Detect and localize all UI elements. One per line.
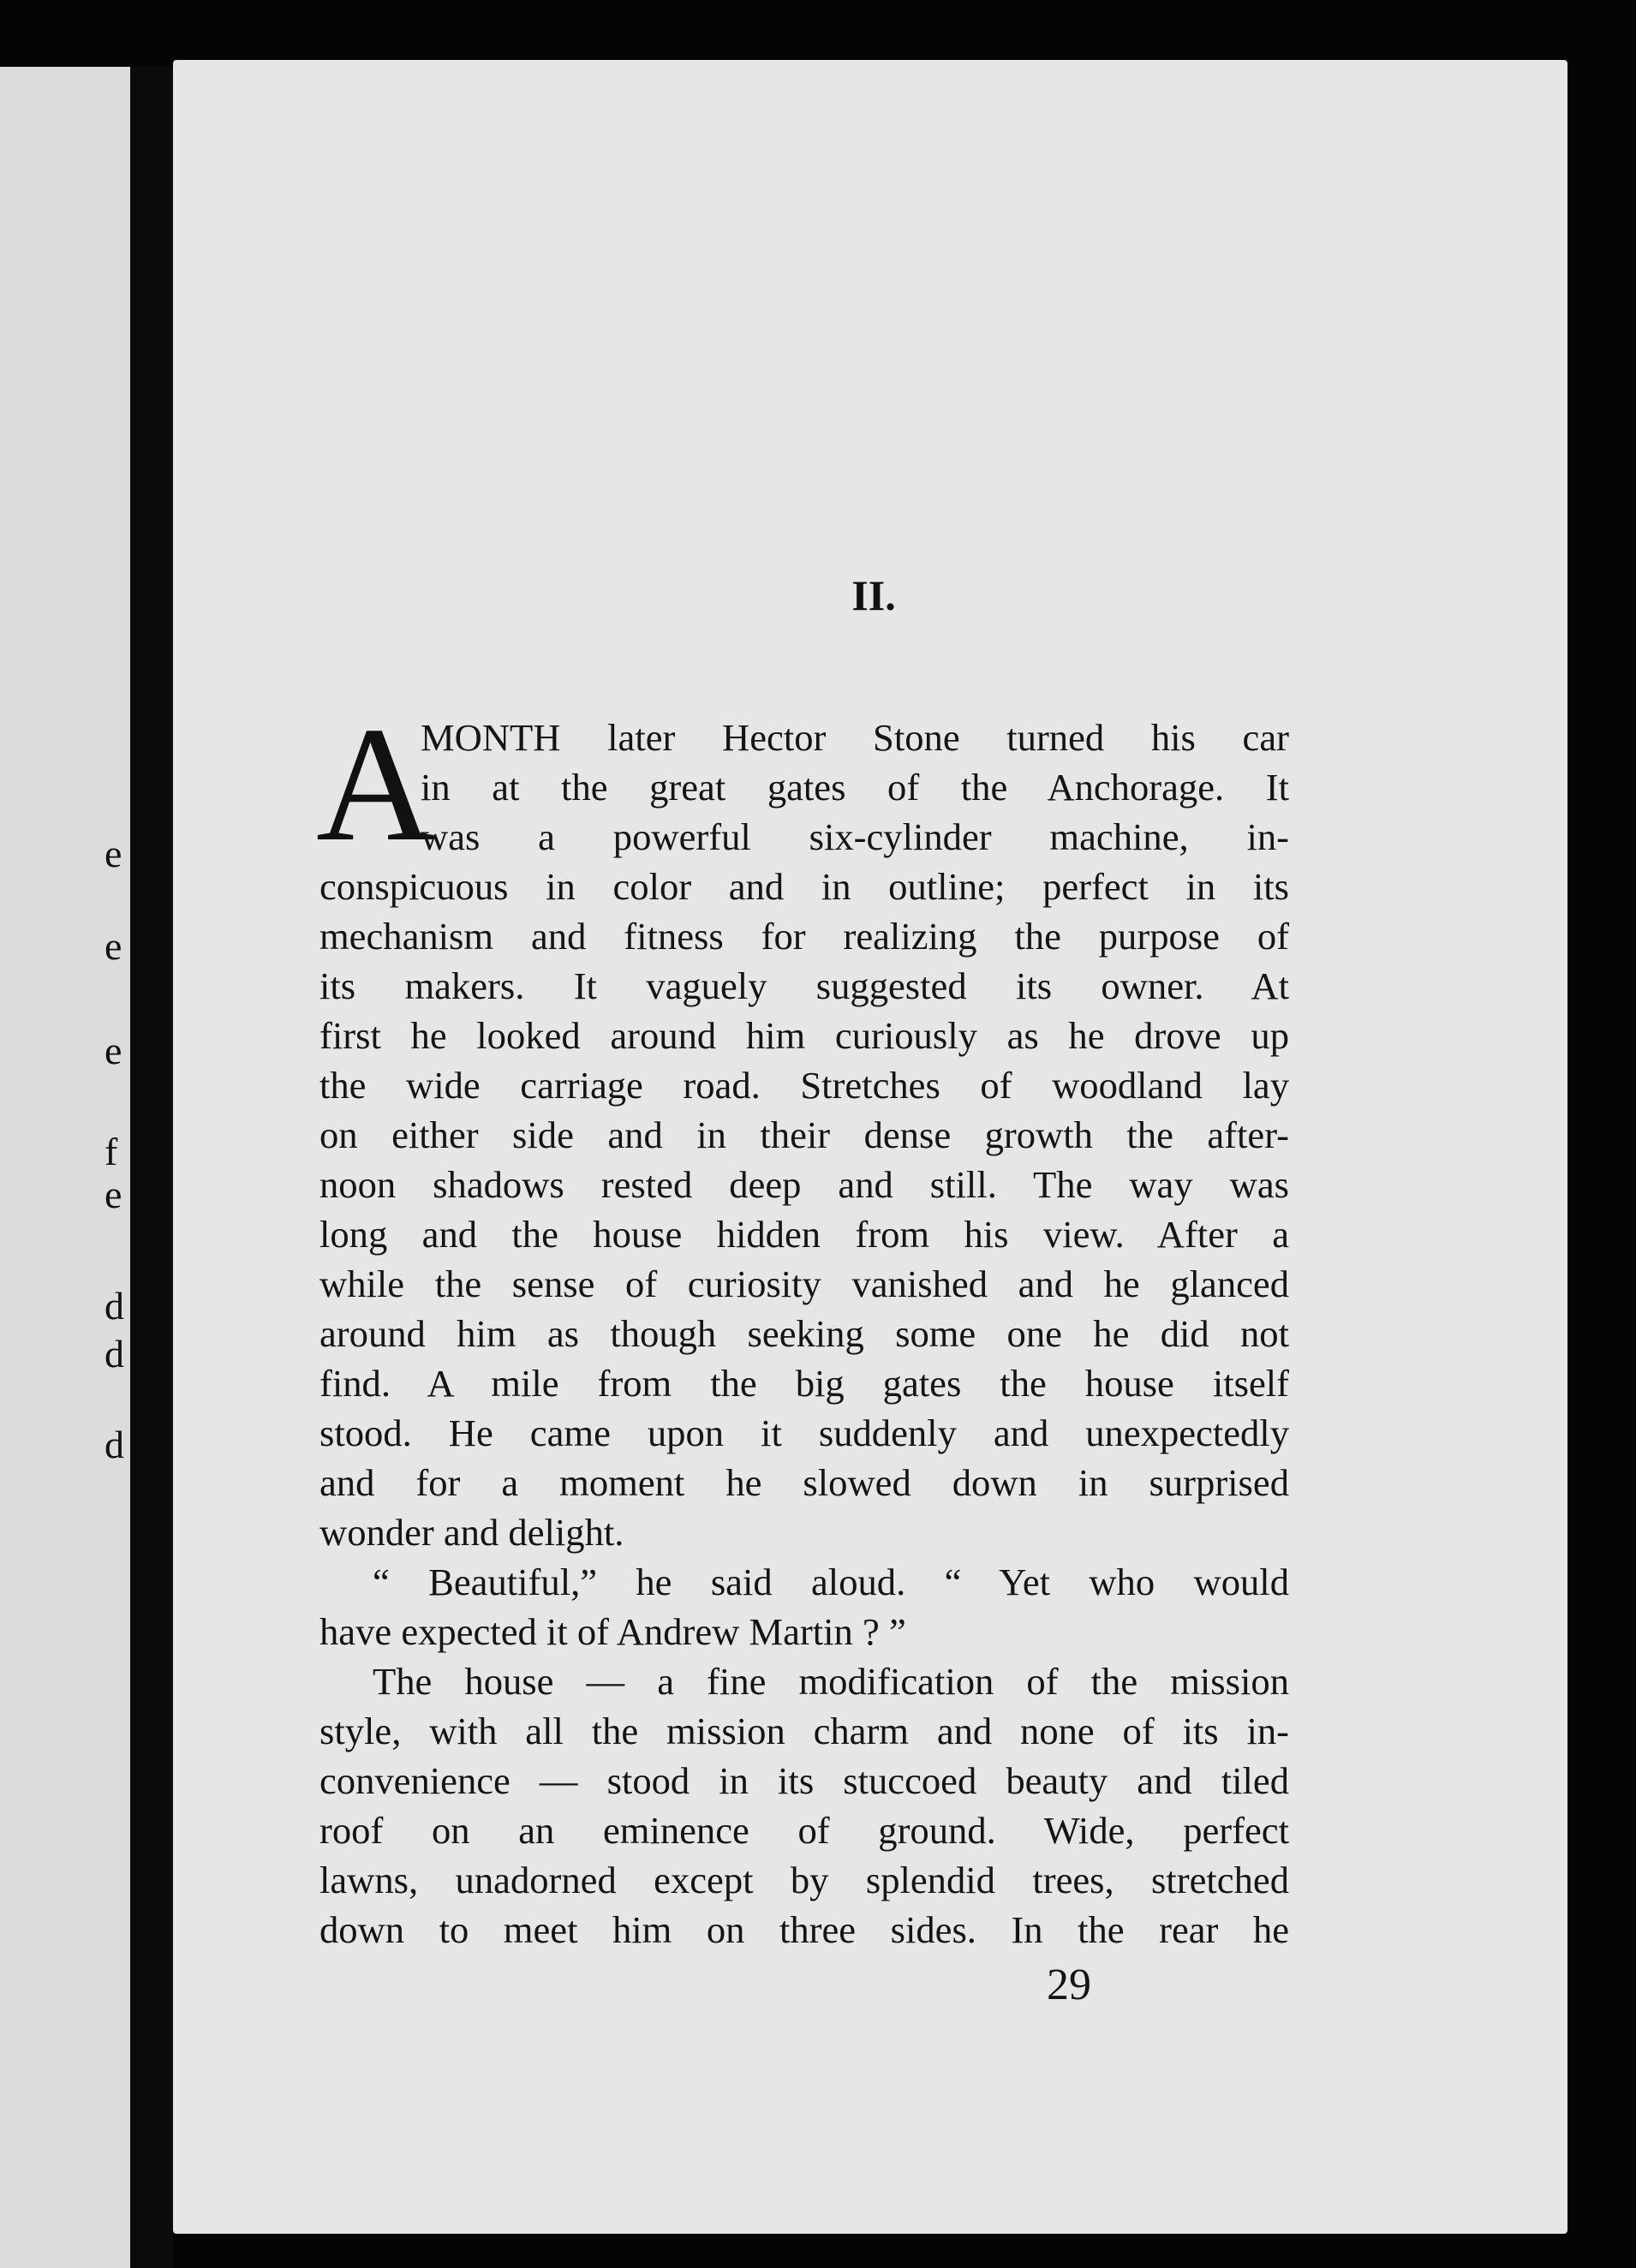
- text-line: convenience — stood in its stuccoed beauty and tiled: [319, 1759, 1289, 1802]
- text-line: style, with all the mission charm and none of its in-: [319, 1710, 1289, 1752]
- text-line: the wide carriage road. Stretches of woodland lay: [319, 1064, 1289, 1107]
- text-line: long and the house hidden from his view. After a: [319, 1213, 1289, 1256]
- text-line: stood. He came upon it suddenly and unexpectedly: [319, 1412, 1289, 1454]
- text-line: in at the great gates of the Anchorage. It: [421, 766, 1289, 809]
- adjacent-left-page: [0, 67, 130, 2268]
- left-page-fragment: d: [104, 1423, 124, 1466]
- text-line: lawns, unadorned except by splendid trees, stretched: [319, 1859, 1289, 1901]
- left-page-fragment: e: [104, 832, 122, 875]
- text-line: mechanism and fitness for realizing the purpose of: [319, 915, 1289, 958]
- text-line: its makers. It vaguely suggested its owner. At: [319, 964, 1289, 1007]
- text-line: The house — a fine modification of the mission: [373, 1660, 1289, 1703]
- text-line: wonder and delight.: [319, 1511, 624, 1554]
- text-line: down to meet him on three sides. In the rear he: [319, 1908, 1289, 1951]
- text-line: noon shadows rested deep and still. The way was: [319, 1163, 1289, 1206]
- text-line: “ Beautiful,” he said aloud. “ Yet who would: [373, 1561, 1289, 1603]
- text-line: conspicuous in color and in outline; perfect in its: [319, 865, 1289, 908]
- text-line: on either side and in their dense growth the after-: [319, 1113, 1289, 1156]
- left-page-fragment: e: [104, 1173, 122, 1216]
- text-line: was a powerful six-cylinder machine, in-: [421, 815, 1289, 858]
- left-page-fragment: d: [104, 1284, 124, 1328]
- text-line: first he looked around him curiously as he drove up: [319, 1014, 1289, 1057]
- body-text: [316, 693, 1289, 1955]
- left-page-fragment: f: [104, 1130, 118, 1173]
- text-line: around him as though seeking some one he did not: [319, 1312, 1289, 1355]
- text-line: find. A mile from the big gates the house itself: [319, 1362, 1289, 1405]
- page-number: 29: [1047, 1961, 1091, 2009]
- left-page-fragment: e: [104, 1029, 122, 1072]
- drop-cap: A: [316, 693, 435, 875]
- chapter-number: II.: [851, 571, 896, 619]
- binding-gutter: [130, 67, 173, 2268]
- text-line: have expected it of Andrew Martin ? ”: [319, 1610, 906, 1653]
- left-page-text-fragments: [0, 67, 130, 2268]
- left-page-fragment: d: [104, 1332, 124, 1376]
- text-line: and for a moment he slowed down in surprised: [319, 1461, 1289, 1504]
- text-line: MONTH later Hector Stone turned his car: [421, 716, 1289, 759]
- book-page: [173, 60, 1567, 2234]
- text-line: while the sense of curiosity vanished and he glanced: [319, 1262, 1289, 1305]
- left-page-fragment: e: [104, 924, 122, 968]
- text-line: roof on an eminence of ground. Wide, perfect: [319, 1809, 1289, 1852]
